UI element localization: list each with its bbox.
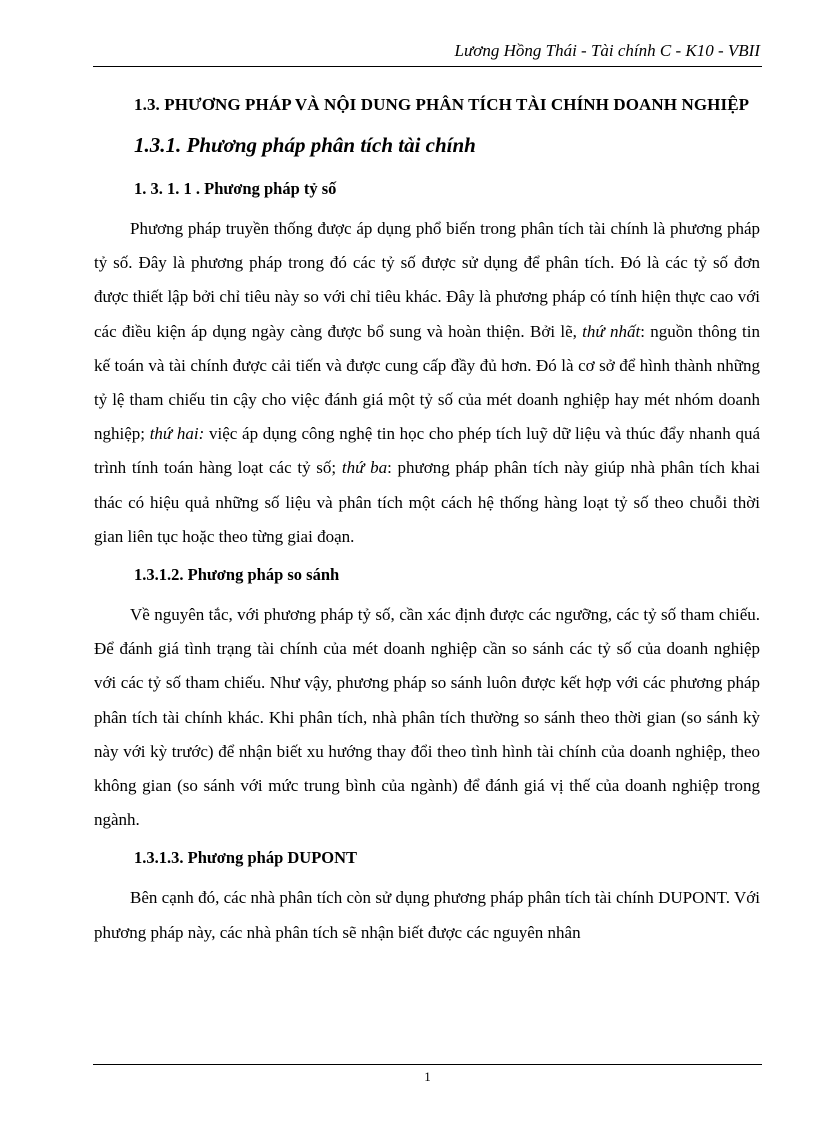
ratio-text-1: Phương pháp truyền thống được áp dụng phổ biến trong phân tích tài chính là phương pháp tỷ số. Đây là phương pháp trong đó các tỷ số được sử dụng để phân tích. Đó là các tỷ số đơn được thiết lập bởi chỉ tiêu này so với chỉ tiêu khác. Đây là phương pháp có tính hiện thực cao với các điều kiện áp dụng ngày càng được bổ sung và hoàn thiện. Bởi lẽ, bbox=[94, 219, 760, 341]
header-author-text: Lương Hồng Thái - Tài chính C - K10 - VBII bbox=[454, 41, 760, 60]
ratio-method-paragraph bbox=[94, 212, 760, 554]
ratio-text-3: việc áp dụng công nghệ tin học cho phép tích luỹ dữ liệu và thúc đẩy nhanh quá trình tính toán hàng loạt các tỷ số; bbox=[94, 424, 760, 478]
ratio-text-2: : nguồn thông tin kế toán và tài chính được cải tiến và được cung cấp đầy đủ hơn. Đó là cơ sở để hình thành những tỷ lệ tham chiếu tin cậy cho việc đánh giá một tỷ số của mét doanh nghiệp hay mét nhóm doanh nghiệp; bbox=[94, 321, 761, 444]
page-header bbox=[93, 38, 762, 67]
page-footer bbox=[93, 1064, 762, 1084]
ratio-emphasis-first: thứ nhất bbox=[582, 321, 641, 341]
ratio-text-4: : phương pháp phân tích này giúp nhà phân tích khai thác có hiệu quả những số liệu và phân tích một cách hệ thống hàng loạt tỷ số theo chuỗi thời gian liên tục hoặc theo từng giai đoạn. bbox=[94, 458, 760, 546]
comparison-method-paragraph: Về nguyên tắc, với phương pháp tỷ số, cần xác định được các ngưỡng, các tỷ số tham chiếu. Để đánh giá tình trạng tài chính của mét doanh nghiệp cần so sánh các tỷ số của doanh nghiệp với các tỷ số tham chiếu. Như vậy, phương pháp so sánh luôn được kết hợp với các phương pháp phân tích tài chính khác. Khi phân tích, nhà phân tích thường so sánh theo thời gian (so sánh kỳ này với kỳ trước) để nhận biết xu hướng thay đổi theo tình hình tài chính của doanh nghiệp, theo không gian (so sánh với mức trung bình của ngành) để đánh giá vị thế của doanh nghiệp trong ngành. bbox=[94, 605, 760, 830]
ratio-emphasis-second: thứ hai: bbox=[149, 424, 205, 444]
subsection-title: 1.3.1. Phương pháp phân tích tài chính bbox=[134, 133, 476, 157]
document-body bbox=[94, 88, 760, 956]
dupont-method-heading: 1.3.1.3. Phương pháp DUPONT bbox=[134, 848, 358, 868]
page-number: 1 bbox=[424, 1069, 431, 1084]
ratio-method-heading: 1. 3. 1. 1 . Phương pháp tỷ số bbox=[134, 179, 337, 198]
dupont-method-paragraph: Bên cạnh đó, các nhà phân tích còn sử dụng phương pháp phân tích tài chính DUPONT. Với phương pháp này, các nhà phân tích sẽ nhận biết được các nguyên nhân bbox=[94, 888, 760, 942]
ratio-emphasis-third: thứ ba bbox=[341, 458, 388, 478]
section-title: 1.3. PHƯƠNG PHÁP VÀ NỘI DUNG PHÂN TÍCH TÀI CHÍNH DOANH NGHIỆP bbox=[134, 95, 750, 114]
comparison-method-heading: 1.3.1.2. Phương pháp so sánh bbox=[134, 565, 340, 585]
